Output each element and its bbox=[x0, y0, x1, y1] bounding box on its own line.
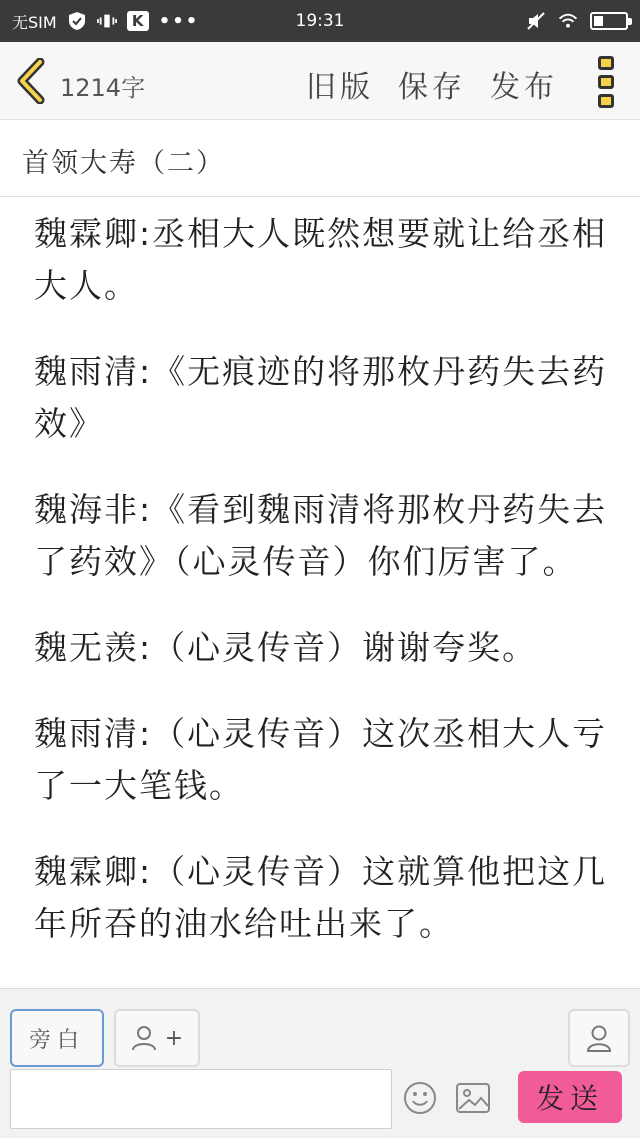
dialogue-paragraph[interactable]: 魏雨清:（心灵传音）这次丞相大人亏了一大笔钱。 bbox=[34, 714, 608, 805]
narrator-button[interactable]: 旁白 bbox=[10, 1009, 104, 1067]
battery-icon bbox=[590, 12, 628, 30]
status-left bbox=[12, 10, 272, 33]
old-version-button[interactable]: 旧版 bbox=[306, 62, 374, 106]
k-app-icon: K bbox=[127, 11, 149, 31]
wifi-icon bbox=[558, 11, 578, 31]
character-button[interactable] bbox=[568, 1009, 630, 1067]
smiley-icon bbox=[403, 1081, 437, 1115]
story-content[interactable] bbox=[0, 198, 640, 988]
chevron-left-icon bbox=[14, 58, 50, 104]
save-button[interactable]: 保存 bbox=[398, 62, 466, 106]
vibrate-icon bbox=[97, 11, 117, 31]
compose-toolbar bbox=[0, 988, 640, 1138]
menu-dot-icon bbox=[598, 75, 614, 89]
message-input[interactable] bbox=[10, 1069, 392, 1129]
plus-icon: + bbox=[164, 1025, 184, 1051]
dialogue-paragraph[interactable]: 魏霖卿:（心灵传音）这就算他把这几年所吞的油水给吐出来了。 bbox=[34, 852, 608, 943]
menu-button[interactable] bbox=[596, 56, 616, 108]
person-icon bbox=[131, 1025, 157, 1051]
mute-icon bbox=[526, 11, 546, 31]
dialogue-paragraph[interactable]: 魏霖卿:丞相大人既然想要就让给丞相大人。 bbox=[34, 214, 608, 305]
person-icon bbox=[586, 1024, 612, 1052]
battery-level bbox=[594, 16, 603, 26]
shield-icon bbox=[67, 11, 87, 31]
back-button[interactable] bbox=[14, 58, 50, 104]
add-character-button[interactable] bbox=[114, 1009, 200, 1067]
publish-button[interactable]: 发布 bbox=[490, 62, 558, 106]
status-bar bbox=[0, 0, 640, 42]
dialogue-paragraph[interactable]: 魏无羡:（心灵传音）谢谢夸奖。 bbox=[34, 628, 538, 667]
emoji-button[interactable] bbox=[403, 1081, 437, 1115]
dialogue-paragraph[interactable]: 魏海非:《看到魏雨清将那枚丹药失去了药效》（心灵传音）你们厉害了。 bbox=[34, 490, 608, 581]
insert-image-button[interactable] bbox=[456, 1083, 490, 1113]
header-actions bbox=[306, 62, 558, 106]
chapter-title[interactable]: 首领大寿（二） bbox=[0, 121, 640, 197]
menu-dot-icon bbox=[598, 56, 614, 70]
status-right bbox=[526, 11, 628, 31]
more-notifications-icon: ••• bbox=[158, 10, 200, 32]
image-icon bbox=[456, 1083, 490, 1113]
clock: 19:31 bbox=[295, 11, 345, 31]
word-count: 1214字 bbox=[60, 74, 146, 102]
carrier-label: 无SIM bbox=[12, 12, 57, 32]
dialogue-paragraph[interactable]: 魏雨清:《无痕迹的将那枚丹药失去药效》 bbox=[34, 352, 608, 443]
send-button[interactable]: 发送 bbox=[518, 1071, 622, 1123]
editor-header bbox=[0, 42, 640, 120]
menu-dot-icon bbox=[598, 94, 614, 108]
